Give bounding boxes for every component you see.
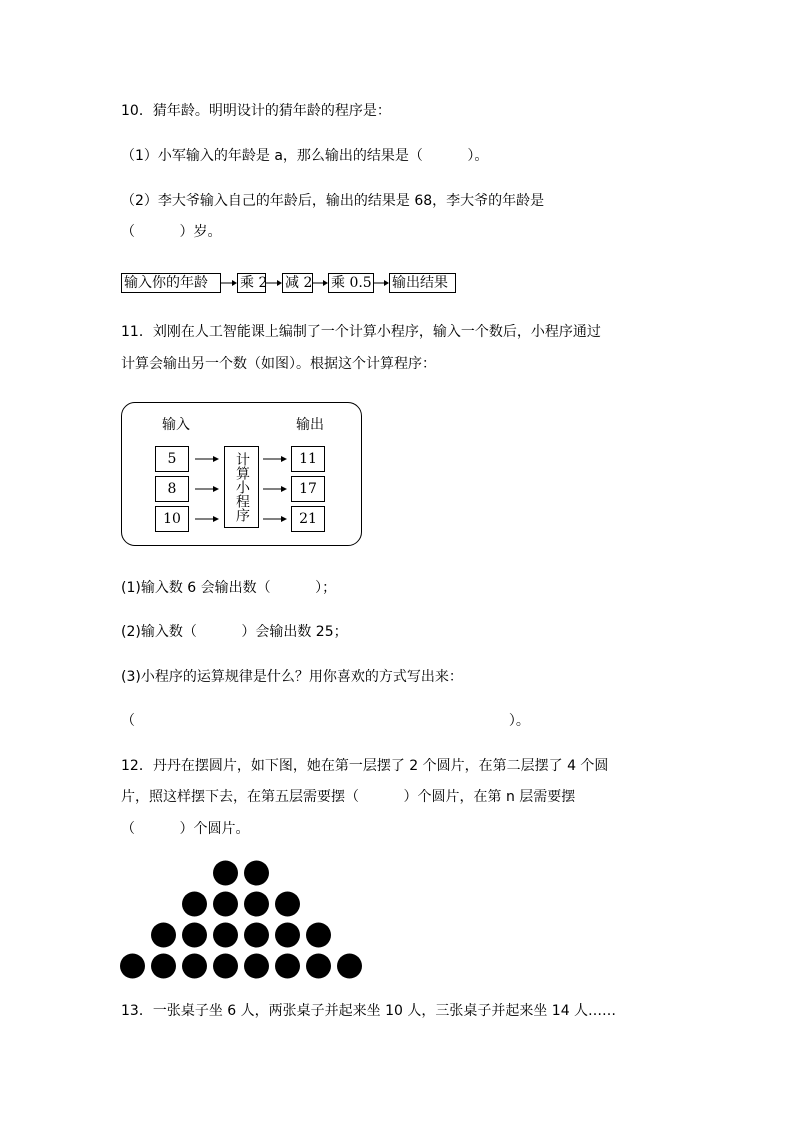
arrow-right-icon (195, 453, 219, 465)
output-box: 21 (291, 506, 325, 532)
flow-step-multiply-0.5: 乘 0.5 (328, 273, 374, 293)
arrow-right-icon (263, 483, 287, 495)
arrow-right-icon (313, 273, 328, 293)
disc (244, 861, 269, 886)
flow-step-input: 输入你的年龄 (121, 273, 221, 293)
q10-part2-cont: （ ）岁。 (121, 224, 222, 240)
arrow-right-icon (266, 273, 282, 293)
arrow-right-icon (374, 273, 389, 293)
input-box: 5 (155, 446, 189, 472)
q12-line2: 片，照这样摆下去，在第五层需要摆（ ）个圆片，在第 n 层需要摆 (121, 789, 576, 805)
disc (151, 954, 176, 979)
q11-sub3: (3)小程序的运算规律是什么？用你喜欢的方式写出来： (121, 669, 463, 685)
input-label: 输入 (162, 417, 190, 433)
disc (244, 892, 269, 917)
program-box: 计算小程序 (224, 446, 259, 528)
disc (213, 923, 238, 948)
disc (182, 892, 207, 917)
arrow-right-icon (221, 273, 237, 293)
q10-part1: （1）小军输入的年龄是 a，那么输出的结果是（ ）。 (121, 148, 489, 164)
q12-line3: （ ）个圆片。 (121, 821, 250, 837)
q11-line2: 计算会输出另一个数（如图）。根据这个计算程序： (121, 356, 436, 372)
disc (275, 892, 300, 917)
disc-pyramid (110, 850, 380, 985)
disc (120, 954, 145, 979)
arrow-right-icon (263, 513, 287, 525)
disc (151, 923, 176, 948)
q13-line1: 13．一张桌子坐 6 人，两张桌子并起来坐 10 人，三张桌子并起来坐 14 人…… (121, 1003, 617, 1019)
disc (244, 954, 269, 979)
disc (182, 923, 207, 948)
q11-line1: 11．刘刚在人工智能课上编制了一个计算小程序，输入一个数后，小程序通过 (121, 324, 601, 340)
output-label: 输出 (296, 417, 324, 433)
q11-sub2: (2)输入数（ ）会输出数 25； (121, 624, 348, 640)
q11-sub1: (1)输入数 6 会输出数（ ）； (121, 580, 337, 596)
q10-part2: （2）李大爷输入自己的年龄后，输出的结果是 68，李大爷的年龄是 (121, 193, 545, 209)
disc (306, 923, 331, 948)
disc (337, 954, 362, 979)
disc (213, 954, 238, 979)
arrow-right-icon (263, 453, 287, 465)
output-box: 17 (291, 476, 325, 502)
disc (306, 954, 331, 979)
input-box: 8 (155, 476, 189, 502)
disc (213, 861, 238, 886)
q12-line1: 12．丹丹在摆圆片，如下图，她在第一层摆了 2 个圆片，在第二层摆了 4 个圆 (121, 758, 609, 774)
disc (213, 892, 238, 917)
disc (275, 923, 300, 948)
disc (244, 923, 269, 948)
disc (182, 954, 207, 979)
q11-sub3-answer-blank: （ ）。 (121, 713, 530, 729)
q10-title: 10．猜年龄。明明设计的猜年龄的程序是： (121, 103, 391, 119)
input-box: 10 (155, 506, 189, 532)
flow-step-minus-2: 减 2 (282, 273, 313, 293)
arrow-right-icon (195, 483, 219, 495)
flow-step-multiply-2: 乘 2 (237, 273, 266, 293)
flow-step-output: 输出结果 (389, 273, 456, 293)
arrow-right-icon (195, 513, 219, 525)
disc (275, 954, 300, 979)
output-box: 11 (291, 446, 325, 472)
